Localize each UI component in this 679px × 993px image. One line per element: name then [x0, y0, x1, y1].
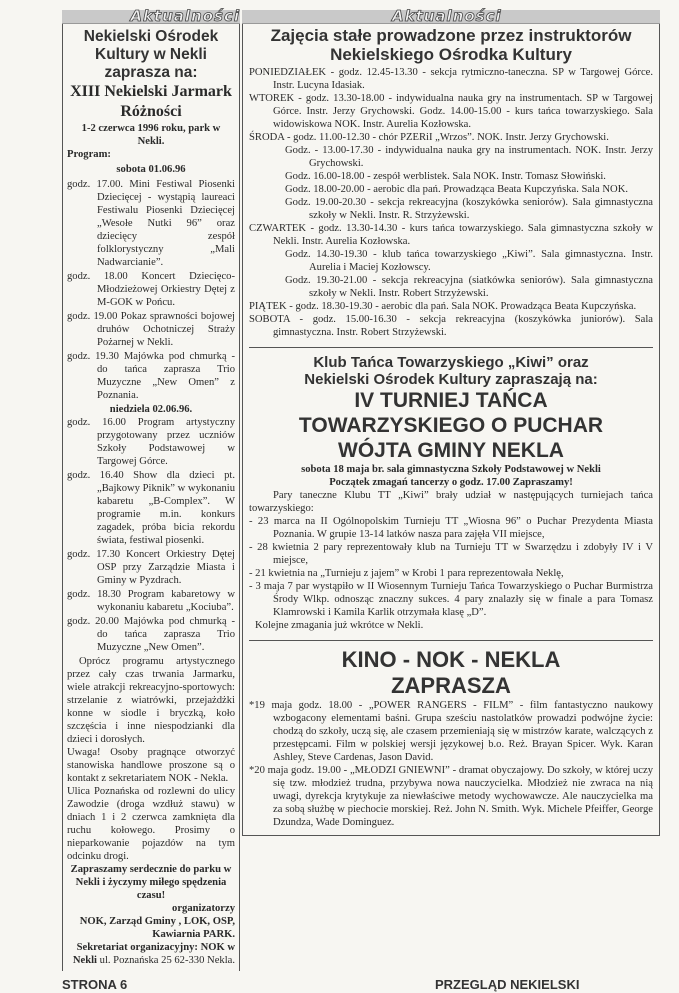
paragraph: Oprócz programu artystycznego przez cały czas trwania Jarmarku, wiele atrakcji rekreacyjno-sportowych: strzelanie z wiatrówki, przejażdżki konne w siodle i bryczką, koło szczęścia i inne niespodzianki dla dzieci i dorosłych. [67, 656, 235, 745]
class-text: Godz. 19.00-20.30 - sekcja rekreacyjna (koszykówka seniorów). Sala gimnastyczna szkoły w Nekli. Instr. R. Strzyżewski. [285, 197, 653, 221]
event-title [67, 82, 235, 122]
title-line: TOWARZYSKIEGO O PUCHAR [298, 414, 604, 437]
tournament-intro [249, 354, 653, 388]
class-text: Godz. 19.30-21.00 - sekcja rekreacyjna (siatkówka seniorów). Sala gimnastyczna szkoły w Nekli. Instr. Robert Strzyżewski. [285, 275, 653, 299]
invitation: Zapraszamy serdecznie do parku w Nekli i życzymy miłego spędzenia czasu! [70, 864, 232, 901]
result-item: - 3 maja 7 par wystąpiło w II Wiosennym Turnieju Tańca Towarzyskiego o Puchar Burmistrza Środy Wlkp. odnosząc znaczny sukces. 4 pary znalazły się w finale a para Tomasz Klamrowski i Kamila Karlik otrzymała klasę „D”. [249, 581, 653, 618]
class-entry [249, 196, 653, 222]
jarmark-article [62, 24, 240, 971]
program-item: godz. 20.00 Majówka pod chmurką - do tańca zaprasza Trio Muzyczne „New Omen”. [67, 616, 235, 653]
paragraph: Ulica Poznańska od rozlewni do ulicy Zawodzie (droga wzdłuż stawu) w dniach 1 i 2 czerwca zamknięta dla ruchu kołowego. Prosimy o nieparkowanie pojazdów na tym odcinku drogi. [67, 786, 235, 862]
class-text: CZWARTEK - godz. 13.30-14.30 - kurs tańca towarzyskiego. Sala gimnastyczna szkoły w Nekli. Instr. Aurelia Kozłowska. [249, 223, 653, 247]
program-item: godz. 17.30 Koncert Orkiestry Dętej OSP przy Zarządzie Miasta i Gminy w Pyzdrach. [67, 549, 235, 586]
day-heading: sobota 01.06.96 [116, 164, 186, 175]
intro-line: Klub Tańca Towarzyskiego „Kiwi” oraz [313, 354, 589, 371]
class-text: PONIEDZIAŁEK - godz. 12.45-13.30 - sekcja rytmiczno-taneczna. SP w Targowej Górce. Instr. Lucyna Idasiak. [249, 67, 653, 91]
event-date: 1-2 czerwca 1996 roku, park w Nekli. [81, 123, 221, 147]
section-label: Aktualności [130, 7, 240, 25]
newspaper-page [62, 7, 660, 993]
tournament-lead: Pary taneczne Klubu TT „Kiwi” brały udział w następujących turniejach tańca towarzyskiego: [249, 490, 653, 514]
program-item: godz. 16.40 Show dla dzieci pt. „Bajkowy Piknik” w wykonaniu kabaretu „B-Complex”. W programie m.in. konkurs zagadek, próba bicia rekordu świata, festiwal piosenki. [67, 470, 235, 546]
title-line: IV TURNIEJ TAŃCA [354, 389, 548, 412]
class-entry [249, 300, 653, 313]
class-text: WTOREK - godz. 13.30-18.00 - indywidualna nauka gry na instrumentach. SP w Targowej Górce. Instr. Jerzy Grychowski. Godz. 14.00-15.00 - kurs tańca towarzyskiego. Sala widowiskowa NOK. Instr. Aurelia Kozłowska. [249, 93, 653, 130]
class-text: ŚRODA - godz. 11.00-12.30 - chór PZERiI „Wrzos”. NOK. Instr. Jerzy Grychowski. [249, 132, 609, 143]
class-entry [249, 313, 653, 339]
section-label: Aktualności [392, 7, 502, 25]
secretariat-label: Sekretariat organizacyjny: NOK w Nekli [72, 942, 235, 966]
page-footer [62, 977, 660, 993]
program-item: godz. 18.00 Koncert Dziecięco-Młodzieżowej Orkiestry Dętej z M-GOK w Pońcu. [67, 271, 235, 308]
heading-line: Nekielski Ośrodek [83, 28, 219, 45]
page-number: STRONA 6 [62, 977, 128, 992]
class-entry [249, 274, 653, 300]
cinema-title [249, 647, 653, 699]
program-label: Program: [67, 149, 111, 160]
article-heading [67, 28, 235, 82]
film-item: *20 maja godz. 19.00 - „MŁODZI GNIEWNI” - dramat obyczajowy. Do szkoły, w której uczy się tzw. młodzież trudna, przybywa nowa nauczycielka. Młodzież nie zwraca na nią uwagi, dyrekcja krytykuje za niewłaściwe metody wychowawcze. Ale nauczycielka ma za sobą służbę w piechocie morskiej. Reż. John N. Smith. Wyk. Michele Pfeiffer, George Dzundza, Wade Dominguez. [249, 765, 653, 828]
result-item: - 23 marca na II Ogólnopolskim Turnieju TT „Wiosna 96” o Puchar Prezydenta Miasta Poznania. W grupie 13-14 latków nasza para zajęła VII miejsce, [249, 516, 653, 540]
secretariat-address: ul. Poznańska 25 62-330 Nekla. [97, 955, 235, 966]
classes-heading: Zajęcia stałe prowadzone przez instruktorów Nekielskiego Ośrodka Kultury [270, 26, 632, 64]
tournament-closing: Kolejne zmagania już wkrótce w Nekli. [255, 620, 424, 631]
class-text: Godz. 16.00-18.00 - zespół werblistek. Sala NOK. Instr. Tomasz Słowiński. [285, 171, 606, 182]
title-line: XIII Nekielski Jarmark [70, 83, 232, 100]
title-line: ZAPRASZA [391, 673, 511, 698]
tournament-when: sobota 18 maja br. sala gimnastyczna Szkoły Podstawowej w Nekli [301, 464, 601, 475]
intro-line: Nekielski Ośrodek Kultury zapraszają na: [304, 371, 598, 388]
class-entry [249, 66, 653, 92]
result-item: - 28 kwietnia 2 pary reprezentowały klub na Turnieju TT w Swarzędzu i zdobyły IV i V miejsce, [249, 542, 653, 566]
class-entry [249, 92, 653, 131]
section-bands [62, 7, 660, 25]
organizers-label: organizatorzy [172, 903, 235, 914]
title-line: Różności [120, 103, 182, 120]
class-entry [249, 170, 653, 183]
class-text: Godz. 18.00-20.00 - aerobic dla pań. Prowadząca Beata Kupczyńska. Sala NOK. [285, 184, 629, 195]
columns [62, 24, 660, 971]
secretariat [67, 941, 235, 967]
day-heading: niedziela 02.06.96. [109, 404, 193, 415]
class-entry [249, 183, 653, 196]
class-text: Godz. - 13.00-17.30 - indywidualna nauka gry na instrumentach. NOK. Instr. Jerzy Grychowski. [285, 145, 653, 169]
organizers: NOK, Zarząd Gminy , LOK, OSP, Kawiarnia PARK. [79, 916, 235, 940]
class-entry [249, 131, 653, 144]
class-entry [249, 144, 653, 170]
result-item: - 21 kwietnia na „Turnieju z jajem” w Krobi 1 para reprezentowała Neklę, [249, 568, 564, 579]
section-band-right [242, 7, 660, 25]
classes-list [249, 66, 653, 339]
program-item: godz. 18.30 Program kabaretowy w wykonaniu kabaretu „Kociuba”. [67, 589, 235, 613]
program-item: godz. 19.00 Pokaz sprawności bojowej druhów Ochotniczej Straży Pożarnej w Nekli. [67, 311, 235, 348]
tournament-start: Początek zmagań tancerzy o godz. 17.00 Zapraszamy! [329, 477, 573, 488]
class-text: SOBOTA - godz. 15.00-16.30 - sekcja rekreacyjna (koszykówka juniorów). Sala gimnastyczna. Instr. Robert Strzyżewski. [249, 314, 653, 338]
program-item: godz. 17.00. Mini Festiwal Piosenki Dziecięcej - wystąpią laureaci Festiwalu Piosenki Dziecięcej „Wesołe Nutki 96” oraz dziecięcy zespół folklorystyczny „Mali Nadwarcianie”. [67, 179, 235, 268]
class-entry [249, 248, 653, 274]
heading-line: zaprasza na: [104, 64, 198, 81]
class-text: PIĄTEK - godz. 18.30-19.30 - aerobic dla pań. Sala NOK. Prowadząca Beata Kupczyńska. [249, 301, 637, 312]
class-text: Godz. 14.30-19.30 - klub tańca towarzyskiego „Kiwi”. Sala gimnastyczna. Instr. Aurelia i Maciej Kozłowscy. [285, 249, 653, 273]
program-item: godz. 16.00 Program artystyczny przygotowany przez uczniów Szkoły Podstawowej w Targowej Górce. [67, 417, 235, 467]
divider [249, 640, 653, 641]
divider [249, 347, 653, 348]
publication-name: PRZEGLĄD NEKIELSKI [435, 977, 580, 992]
class-entry [249, 222, 653, 248]
title-line: WÓJTA GMINY NEKLA [338, 439, 564, 462]
program-item: godz. 19.30 Majówka pod chmurką - do tańca zaprasza Trio Muzyczne „New Omen” z Poznania. [67, 351, 235, 401]
film-item: *19 maja godz. 18.00 - „POWER RANGERS - FILM” - film fantastyczno naukowy wzbogacony elementami baśni. Grupa sześciu nastolatków prowadzi podwójne życie: chodzą do szkoły, uczą się, ale czasem przemieniają się w mistrzów karate, walczących z przestępcami. Film w polskiej wersji językowej b.o. Reż. Brayan Spicer. Wyk. Karan Ashley, Steve Cardenas, Jason David. [249, 700, 653, 763]
section-band-left [62, 7, 240, 25]
heading-line: Kultury w Nekli [95, 46, 207, 63]
right-column [242, 24, 660, 836]
title-line: KINO - NOK - NEKLA [341, 647, 561, 672]
paragraph: Uwaga! Osoby pragnące otworzyć stanowiska handlowe proszone są o kontakt z sekretariatem NOK - Nekla. [67, 747, 235, 784]
tournament-title [249, 388, 653, 463]
